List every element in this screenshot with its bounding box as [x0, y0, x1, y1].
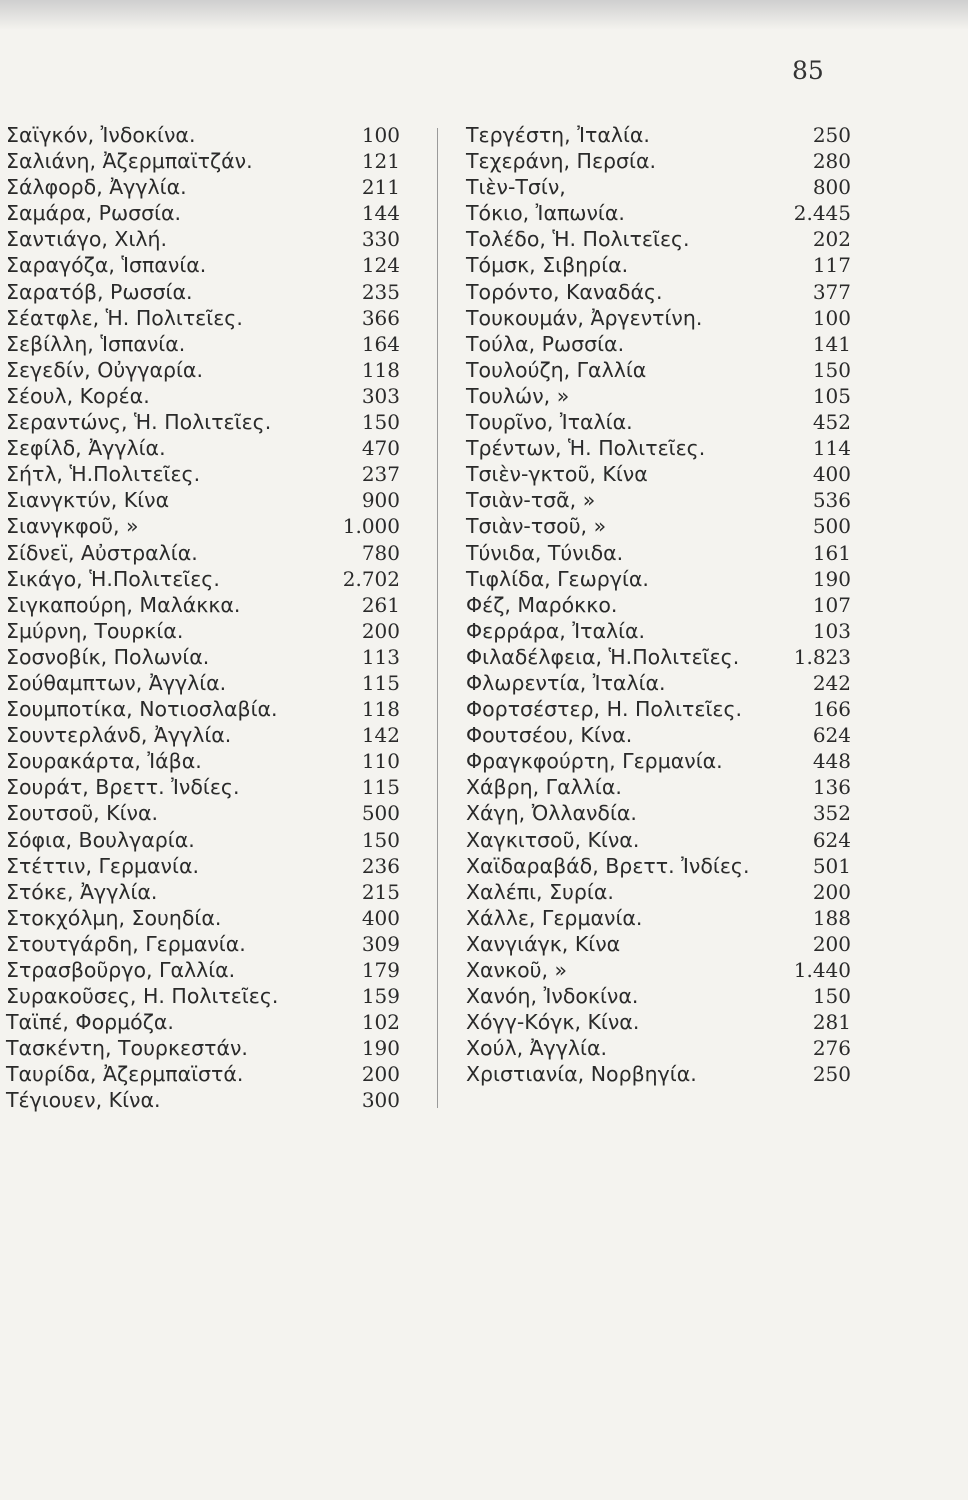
population-value: 400	[361, 905, 400, 930]
city-name: Σεφίλδ, Ἀγγλία.	[6, 436, 166, 461]
city-entry	[466, 487, 861, 513]
population-value: 300	[361, 1088, 400, 1113]
city-name: Σαρατόβ, Ρωσσία.	[6, 279, 193, 304]
city-entry	[466, 279, 861, 305]
city-name: Σοσνοβίκ, Πολωνία.	[6, 644, 210, 669]
city-entry	[0, 1009, 410, 1035]
city-name: Τουρῖνο, Ἰταλία.	[466, 410, 633, 435]
city-entry	[466, 853, 861, 879]
city-name: Σήτλ, Ἡ.Πολιτεῖες.	[6, 462, 201, 487]
city-name: Σιγκαπούρη, Μαλάκκα.	[6, 592, 241, 617]
population-value: 215	[361, 879, 400, 904]
city-entry	[0, 1061, 410, 1087]
city-name: Σιανγκτύν, Κίνα	[6, 488, 170, 513]
city-entry	[466, 748, 861, 774]
city-name: Σουράτ, Βρεττ. Ἰνδίες.	[6, 775, 240, 800]
city-entry	[466, 513, 861, 539]
city-entry	[466, 722, 861, 748]
population-value: 303	[361, 383, 400, 408]
population-value: 400	[812, 462, 851, 487]
city-name: Τσιὰν-τσᾶ, »	[466, 488, 596, 513]
city-name: Συρακοῦσες, Η. Πολιτεῖες.	[6, 984, 279, 1009]
population-value: 136	[812, 775, 851, 800]
city-name: Τουλών, »	[466, 383, 570, 408]
city-entry	[0, 983, 410, 1009]
population-value: 144	[361, 201, 400, 226]
population-value: 150	[361, 827, 400, 852]
population-value: 200	[361, 618, 400, 643]
city-name: Σόφια, Βουλγαρία.	[6, 827, 195, 852]
city-entry	[0, 252, 410, 278]
city-name: Τεργέστη, Ἰταλία.	[466, 123, 650, 147]
population-value: 159	[361, 984, 400, 1009]
population-value: 280	[812, 149, 851, 174]
city-name: Τρέντων, Ἡ. Πολιτεῖες.	[466, 436, 706, 461]
city-entry	[0, 670, 410, 696]
population-value: 281	[812, 1010, 851, 1035]
city-entry	[0, 592, 410, 618]
city-entry	[466, 435, 861, 461]
city-entry	[0, 435, 410, 461]
city-entry	[466, 383, 861, 409]
city-entry	[466, 1061, 861, 1087]
city-entry	[466, 200, 861, 226]
city-name: Σεραντώνς, Ἡ. Πολιτεῖες.	[6, 410, 272, 435]
city-entry	[466, 800, 861, 826]
population-value: 2.702	[342, 566, 400, 591]
population-value: 452	[812, 410, 851, 435]
population-value: 236	[361, 853, 400, 878]
city-name: Χαλέπι, Συρία.	[466, 879, 614, 904]
city-entry	[0, 879, 410, 905]
city-entry	[466, 774, 861, 800]
city-name: Τορόντο, Καναδάς.	[466, 279, 663, 304]
city-entry	[0, 1087, 410, 1113]
population-value: 1.440	[793, 958, 851, 982]
population-value: 250	[812, 123, 851, 147]
city-entry	[466, 540, 861, 566]
city-name: Σαντιάγο, Χιλή.	[6, 227, 168, 252]
city-name: Χαϊδαραβάδ, Βρεττ. Ἰνδίες.	[466, 853, 750, 878]
city-name: Χανόη, Ἰνδοκίνα.	[466, 984, 639, 1009]
city-entry	[0, 644, 410, 670]
city-entry	[466, 226, 861, 252]
city-name: Σαϊγκόν, Ἰνδοκίνα.	[6, 123, 196, 147]
city-name: Σικάγο, Ἡ.Πολιτεῖες.	[6, 566, 220, 591]
city-name: Σμύρνη, Τουρκία.	[6, 618, 184, 643]
city-entry	[466, 1035, 861, 1061]
city-name: Χαγκιτσοῦ, Κίνα.	[466, 827, 640, 852]
city-entry	[466, 331, 861, 357]
city-name: Τασκέντη, Τουρκεστάν.	[6, 1036, 248, 1061]
city-entry	[0, 566, 410, 592]
population-value: 121	[361, 149, 400, 174]
population-value: 142	[361, 723, 400, 748]
city-name: Σουντερλάνδ, Ἀγγλία.	[6, 723, 232, 748]
city-name: Σέατφλε, Ἡ. Πολιτεῖες.	[6, 305, 243, 330]
top-scan-shadow	[0, 0, 968, 30]
population-value: 124	[361, 253, 400, 278]
city-name: Σουρακάρτα, Ἰάβα.	[6, 749, 202, 774]
population-value: 117	[812, 253, 851, 278]
population-value: 352	[812, 801, 851, 826]
city-entry	[0, 279, 410, 305]
city-entry	[466, 305, 861, 331]
city-name: Τιφλίδα, Γεωργία.	[466, 566, 649, 591]
city-name: Φορτσέστερ, Η. Πολιτεῖες.	[466, 697, 743, 722]
city-entry	[0, 540, 410, 566]
city-name: Τούλα, Ρωσσία.	[466, 331, 625, 356]
population-value: 102	[361, 1010, 400, 1035]
city-entry	[466, 252, 861, 278]
page-number: 85	[792, 56, 824, 85]
city-entry	[0, 800, 410, 826]
city-entry	[466, 566, 861, 592]
city-entry	[466, 1009, 861, 1035]
city-entry	[0, 383, 410, 409]
city-entry	[0, 409, 410, 435]
population-value: 190	[361, 1036, 400, 1061]
city-name: Στρασβοῦργο, Γαλλία.	[6, 958, 236, 982]
city-name: Φιλαδέλφεια, Ἡ.Πολιτεῖες.	[466, 644, 740, 669]
population-value: 211	[361, 175, 400, 200]
city-name: Στοκχόλμη, Σουηδία.	[6, 905, 222, 930]
city-entry	[466, 931, 861, 957]
population-value: 105	[812, 383, 851, 408]
city-name: Σουτσοῦ, Κίνα.	[6, 801, 158, 826]
city-entry	[0, 357, 410, 383]
city-name: Σαλιάνη, Ἀζερμπαϊτζάν.	[6, 149, 253, 174]
city-name: Σουμποτίκα, Νοτιοσλαβία.	[6, 697, 278, 722]
population-value: 377	[812, 279, 851, 304]
city-name: Χριστιανία, Νορβηγία.	[466, 1062, 697, 1087]
population-value: 242	[812, 670, 851, 695]
city-name: Σάλφορδ, Ἀγγλία.	[6, 175, 187, 200]
city-name: Φέζ, Μαρόκκο.	[466, 592, 618, 617]
population-value: 448	[812, 749, 851, 774]
population-value: 500	[812, 514, 851, 539]
population-value: 501	[812, 853, 851, 878]
city-entry	[0, 174, 410, 200]
city-entry	[0, 748, 410, 774]
city-name: Τουλούζη, Γαλλία	[466, 357, 647, 382]
city-entry	[466, 957, 861, 983]
city-entry	[466, 983, 861, 1009]
city-name: Τουκουμάν, Ἀργεντίνη.	[466, 305, 703, 330]
city-entry	[0, 226, 410, 252]
city-entry	[0, 853, 410, 879]
city-entry	[0, 905, 410, 931]
city-name: Χόγγ-Κόγκ, Κίνα.	[466, 1010, 640, 1035]
population-value: 780	[361, 540, 400, 565]
city-name: Σέουλ, Κορέα.	[6, 383, 150, 408]
city-entry	[0, 331, 410, 357]
column-divider	[437, 128, 438, 1108]
population-value: 150	[361, 410, 400, 435]
city-entry	[466, 409, 861, 435]
right-column	[466, 122, 861, 1087]
population-value: 250	[812, 1062, 851, 1087]
population-value: 118	[361, 697, 400, 722]
population-value: 470	[361, 436, 400, 461]
population-value: 118	[361, 357, 400, 382]
population-value: 624	[812, 723, 851, 748]
population-value: 188	[812, 905, 851, 930]
city-name: Τσιὲν-γκτοῦ, Κίνα	[466, 462, 648, 487]
city-name: Σεγεδίν, Οὐγγαρία.	[6, 357, 203, 382]
city-entry	[466, 618, 861, 644]
city-name: Σιανγκφοῦ, »	[6, 514, 139, 539]
city-name: Χάλλε, Γερμανία.	[466, 905, 643, 930]
city-entry	[466, 879, 861, 905]
city-entry	[466, 122, 861, 148]
population-value: 161	[812, 540, 851, 565]
population-value: 309	[361, 931, 400, 956]
city-name: Τεχεράνη, Περσία.	[466, 149, 656, 174]
population-value: 115	[361, 775, 400, 800]
population-value: 202	[812, 227, 851, 252]
city-name: Φουτσέου, Κίνα.	[466, 723, 633, 748]
population-value: 366	[361, 305, 400, 330]
population-value: 200	[361, 1062, 400, 1087]
city-entry	[466, 827, 861, 853]
population-value: 235	[361, 279, 400, 304]
city-entry	[0, 305, 410, 331]
population-value: 2.445	[793, 201, 851, 226]
city-entry	[0, 200, 410, 226]
population-value: 900	[361, 488, 400, 513]
population-value: 103	[812, 618, 851, 643]
city-entry	[0, 513, 410, 539]
population-value: 114	[812, 436, 851, 461]
population-value: 1.823	[793, 644, 851, 669]
population-value: 100	[361, 123, 400, 147]
city-name: Χάβρη, Γαλλία.	[466, 775, 622, 800]
population-value: 1.000	[342, 514, 400, 539]
city-entry	[0, 122, 410, 148]
city-name: Στουτγάρδη, Γερμανία.	[6, 931, 246, 956]
city-name: Χάγη, Ὀλλανδία.	[466, 801, 637, 826]
population-value: 500	[361, 801, 400, 826]
population-value: 261	[361, 592, 400, 617]
population-value: 100	[812, 305, 851, 330]
city-entry	[0, 722, 410, 748]
city-name: Στόκε, Ἀγγλία.	[6, 879, 158, 904]
population-value: 150	[812, 357, 851, 382]
city-name: Τέγιουεν, Κίνα.	[6, 1088, 161, 1113]
city-entry	[466, 357, 861, 383]
city-entry	[466, 696, 861, 722]
city-entry	[466, 174, 861, 200]
city-entry	[466, 670, 861, 696]
city-name: Σίδνεϊ, Αὐστραλία.	[6, 540, 198, 565]
city-name: Σαμάρα, Ρωσσία.	[6, 201, 182, 226]
population-value: 536	[812, 488, 851, 513]
population-value: 800	[812, 175, 851, 200]
city-entry	[466, 148, 861, 174]
city-entry	[0, 1035, 410, 1061]
population-value: 190	[812, 566, 851, 591]
city-name: Τσιὰν-τσοῦ, »	[466, 514, 607, 539]
city-entry	[0, 774, 410, 800]
population-value: 276	[812, 1036, 851, 1061]
population-value: 110	[361, 749, 400, 774]
city-name: Τόκιο, Ἰαπωνία.	[466, 201, 625, 226]
population-value: 624	[812, 827, 851, 852]
city-entry	[466, 592, 861, 618]
city-name: Τιὲν-Τσίν,	[466, 175, 566, 200]
population-value: 150	[812, 984, 851, 1009]
city-entry	[466, 461, 861, 487]
city-name: Ταυρίδα, Ἀζερμπαϊστά.	[6, 1062, 244, 1087]
city-name: Χούλ, Ἀγγλία.	[466, 1036, 607, 1061]
city-name: Τόμσκ, Σιβηρία.	[466, 253, 629, 278]
population-value: 179	[361, 958, 400, 982]
population-value: 330	[361, 227, 400, 252]
city-entry	[466, 905, 861, 931]
city-name: Στέττιν, Γερμανία.	[6, 853, 199, 878]
city-name: Σεβίλλη, Ἱσπανία.	[6, 331, 186, 356]
city-name: Τολέδο, Ἡ. Πολιτεῖες.	[466, 227, 690, 252]
city-entry	[0, 487, 410, 513]
city-entry	[0, 148, 410, 174]
population-value: 237	[361, 462, 400, 487]
city-name: Τύνιδα, Τύνιδα.	[466, 540, 624, 565]
city-name: Ταϊπέ, Φορμόζα.	[6, 1010, 174, 1035]
population-value: 141	[812, 331, 851, 356]
city-name: Φερράρα, Ἰταλία.	[466, 618, 646, 643]
population-value: 164	[361, 331, 400, 356]
city-name: Χανκοῦ, »	[466, 958, 568, 982]
city-name: Σούθαμπτων, Ἀγγλία.	[6, 670, 227, 695]
city-entry	[0, 461, 410, 487]
population-value: 166	[812, 697, 851, 722]
city-name: Σαραγόζα, Ἱσπανία.	[6, 253, 207, 278]
population-value: 113	[361, 644, 400, 669]
city-name: Φλωρεντία, Ἰταλία.	[466, 670, 666, 695]
city-entry	[466, 644, 861, 670]
city-entry	[0, 618, 410, 644]
population-value: 200	[812, 879, 851, 904]
city-entry	[0, 696, 410, 722]
population-value: 107	[812, 592, 851, 617]
city-entry	[0, 957, 410, 983]
left-column	[0, 122, 410, 1114]
city-entry	[0, 931, 410, 957]
population-value: 200	[812, 931, 851, 956]
city-entry	[0, 827, 410, 853]
population-value: 115	[361, 670, 400, 695]
city-name: Χανγιάγκ, Κίνα	[466, 931, 621, 956]
city-name: Φραγκφούρτη, Γερμανία.	[466, 749, 723, 774]
